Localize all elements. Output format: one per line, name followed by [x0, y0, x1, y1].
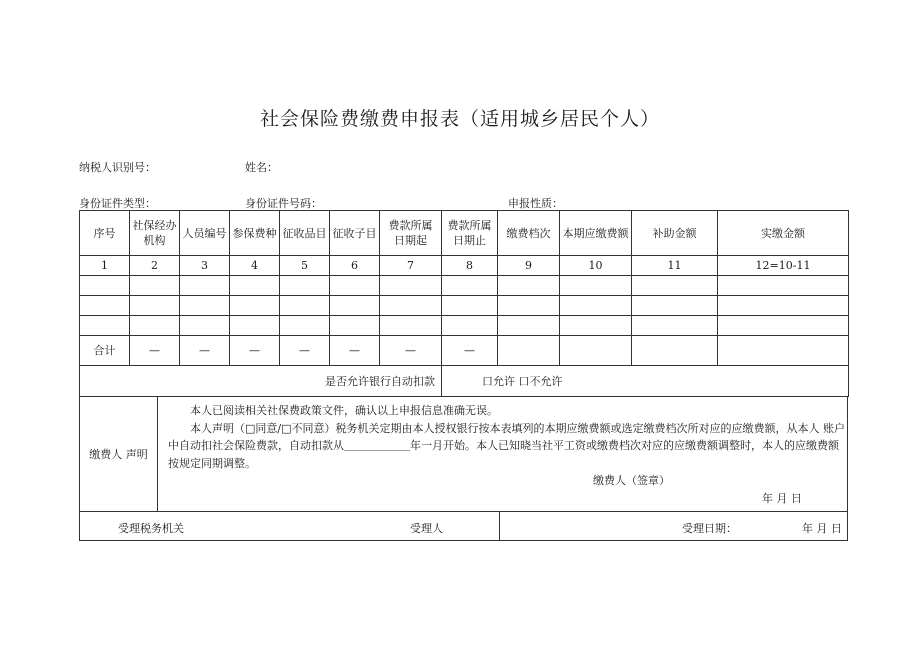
- data-cell[interactable]: [632, 296, 718, 316]
- index-cell: 9: [498, 256, 560, 276]
- form-title: 社会保险费缴费申报表（适用城乡居民个人）: [259, 108, 660, 130]
- data-cell[interactable]: [718, 316, 849, 336]
- index-cell: 11: [632, 256, 718, 276]
- auto-debit-row: [80, 366, 849, 397]
- declaration-type-field: 申报性质：: [508, 197, 563, 210]
- total-cell[interactable]: [718, 336, 849, 366]
- data-cell[interactable]: [130, 316, 180, 336]
- payer-declaration: [79, 396, 848, 512]
- id-type-field: 身份证件类型：: [79, 197, 156, 210]
- index-cell: 12=10-11: [718, 256, 849, 276]
- header-cell: 参保费种: [230, 211, 280, 256]
- taxpayer-id-field: 纳税人识别号：: [79, 161, 156, 174]
- total-dash: —: [330, 336, 380, 366]
- index-cell: 2: [130, 256, 180, 276]
- declaration-line-2: 本人声明（□同意/□不同意）税务机关定期由本人授权银行按本表填列的本期应缴费额或选定缴费档次所对应的应缴费额，从本人 账户中自动扣社会保险费款，自动扣款从＿＿＿＿＿＿年一月开始。本人已知晓当社平工资或缴费档次对应的应缴费额调整时，本人的应缴费额按规定同期调整。: [168, 421, 845, 470]
- data-cell[interactable]: [498, 316, 560, 336]
- fee-table: [79, 210, 849, 397]
- data-cell[interactable]: [130, 276, 180, 296]
- index-cell: 10: [560, 256, 632, 276]
- data-cell[interactable]: [632, 316, 718, 336]
- data-cell[interactable]: [80, 276, 130, 296]
- header-cell: 本期应缴费额: [560, 211, 632, 256]
- receipt-divider: [499, 512, 500, 540]
- receiving-agency: 受理税务机关: [118, 522, 184, 535]
- header-cell: 人员编号: [180, 211, 230, 256]
- header-cell: 社保经办机构: [130, 211, 180, 256]
- data-cell[interactable]: [80, 296, 130, 316]
- data-cell[interactable]: [280, 276, 330, 296]
- total-cell[interactable]: [632, 336, 718, 366]
- data-cell[interactable]: [380, 316, 442, 336]
- payer-signature: 缴费人（签章）: [593, 474, 670, 487]
- data-cell[interactable]: [380, 276, 442, 296]
- index-cell: 4: [230, 256, 280, 276]
- auto-debit-label: 是否允许银行自动扣款: [80, 366, 442, 397]
- receipt-row: [79, 511, 848, 541]
- total-dash: —: [230, 336, 280, 366]
- total-label: 合计: [80, 336, 130, 366]
- header-cell: 征收子目: [330, 211, 380, 256]
- header-row: [80, 211, 849, 256]
- total-dash: —: [280, 336, 330, 366]
- index-cell: 5: [280, 256, 330, 276]
- header-cell: 实缴金额: [718, 211, 849, 256]
- receipt-date-value: 年 月 日: [802, 522, 842, 535]
- data-cell[interactable]: [560, 296, 632, 316]
- data-cell[interactable]: [180, 296, 230, 316]
- data-cell[interactable]: [718, 276, 849, 296]
- index-cell: 7: [380, 256, 442, 276]
- data-cell[interactable]: [230, 316, 280, 336]
- data-cell[interactable]: [280, 316, 330, 336]
- index-cell: 1: [80, 256, 130, 276]
- declaration-text: [168, 402, 845, 472]
- total-row: [80, 336, 849, 366]
- total-dash: —: [130, 336, 180, 366]
- data-row: [80, 316, 849, 336]
- data-cell[interactable]: [442, 296, 498, 316]
- declaration-label: 缴费人 声明: [80, 396, 158, 511]
- auto-debit-options[interactable]: 口允许 口不允许: [442, 366, 849, 397]
- header-cell: 补助金额: [632, 211, 718, 256]
- id-number-field: 身份证件号码：: [245, 197, 322, 210]
- data-cell[interactable]: [230, 276, 280, 296]
- data-cell[interactable]: [560, 276, 632, 296]
- data-cell[interactable]: [180, 276, 230, 296]
- data-cell[interactable]: [380, 296, 442, 316]
- declaration-line-1: 本人已阅读相关社保费政策文件，确认以上申报信息准确无误。: [190, 404, 498, 417]
- data-cell[interactable]: [560, 316, 632, 336]
- total-cell[interactable]: [498, 336, 560, 366]
- index-cell: 8: [442, 256, 498, 276]
- total-dash: —: [180, 336, 230, 366]
- data-cell[interactable]: [280, 296, 330, 316]
- header-cell: 费款所属 日期起: [380, 211, 442, 256]
- header-cell: 序号: [80, 211, 130, 256]
- header-cell: 缴费档次: [498, 211, 560, 256]
- data-row: [80, 276, 849, 296]
- declaration-date: 年 月 日: [762, 492, 802, 505]
- data-cell[interactable]: [632, 276, 718, 296]
- total-dash: —: [380, 336, 442, 366]
- total-cell[interactable]: [560, 336, 632, 366]
- header-cell: 费款所属日期止: [442, 211, 498, 256]
- data-cell[interactable]: [180, 316, 230, 336]
- data-cell[interactable]: [330, 296, 380, 316]
- receipt-date-label: 受理日期：: [682, 522, 737, 535]
- data-cell[interactable]: [330, 276, 380, 296]
- index-cell: 6: [330, 256, 380, 276]
- total-dash: —: [442, 336, 498, 366]
- header-cell: 征收品目: [280, 211, 330, 256]
- name-field: 姓名：: [245, 161, 278, 174]
- receiver: 受理人: [410, 522, 443, 535]
- index-cell: 3: [180, 256, 230, 276]
- index-row: [80, 256, 849, 276]
- data-cell[interactable]: [330, 316, 380, 336]
- data-row: [80, 296, 849, 316]
- data-cell[interactable]: [130, 296, 180, 316]
- data-cell[interactable]: [442, 276, 498, 296]
- data-cell[interactable]: [230, 296, 280, 316]
- data-cell[interactable]: [718, 296, 849, 316]
- data-cell[interactable]: [498, 296, 560, 316]
- data-cell[interactable]: [442, 316, 498, 336]
- data-cell[interactable]: [80, 316, 130, 336]
- data-cell[interactable]: [498, 276, 560, 296]
